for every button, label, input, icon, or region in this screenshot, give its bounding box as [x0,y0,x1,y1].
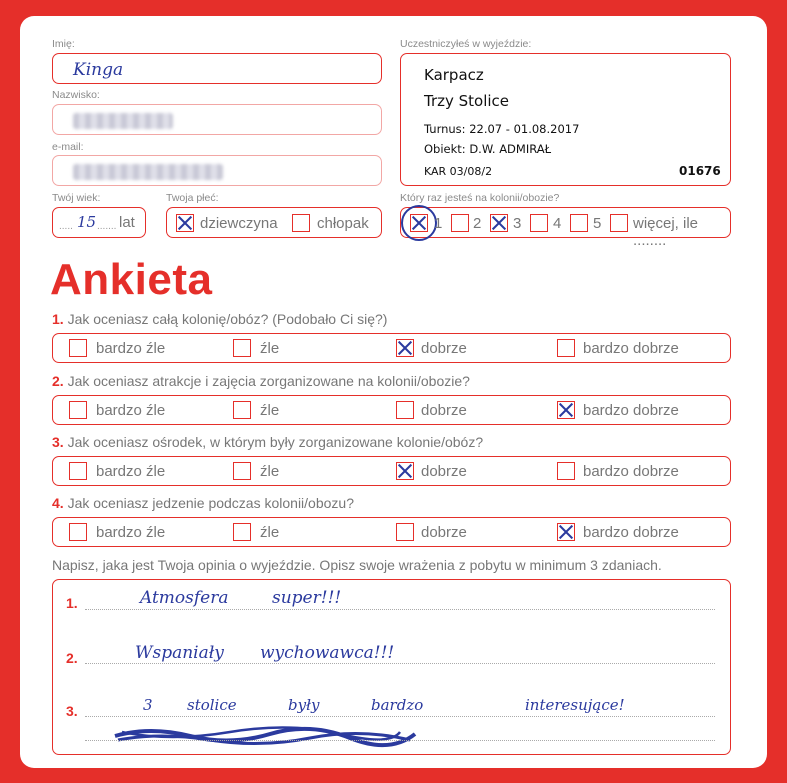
checkbox-boy[interactable] [292,214,310,232]
camp-turnus: Turnus: 22.07 - 01.08.2017 [424,122,580,136]
opinion-line-number-3: 3. [66,703,78,719]
answers-3: bardzo źle źle dobrze bardzo dobrze [52,456,731,486]
checkbox-times-3[interactable] [490,214,508,232]
opinion-line-1-part-2: super!!! [272,588,342,608]
question-1: 1. Jak oceniasz całą kolonię/obóz? (Podobało Ci się?) [52,311,388,327]
label-email: e-mail: [52,141,84,153]
times-option-4: 4 [553,215,562,232]
label-gender: Twoja płeć: [166,192,219,204]
surname-field[interactable] [52,104,382,135]
opinion-line-3-part-5: interesujące! [525,696,625,714]
opinion-line-3-part-1: 3 [143,696,153,714]
survey-title: Ankieta [50,255,213,304]
camp-number: 01676 [679,164,721,178]
q1-checkbox-bad[interactable] [233,339,251,357]
q1-checkbox-very-good[interactable] [557,339,575,357]
surname-redacted [73,113,173,129]
camp-info-box [400,53,731,186]
opinion-line-3-part-2: stolice [187,696,237,714]
times-option-more: więcej, ile ........ [633,215,699,249]
q3-checkbox-good[interactable] [396,462,414,480]
label-name: Imię: [52,38,75,50]
age-unit: lat [119,214,135,231]
circle-mark [401,205,437,241]
age-value: 15 [77,213,97,231]
name-field[interactable] [52,53,382,84]
camp-line-1: Karpacz [424,66,484,84]
question-3: 3. Jak oceniasz ośrodek, w którym były zorganizowane kolonie/obóz? [52,434,484,450]
email-redacted [73,164,223,180]
q3-checkbox-very-bad[interactable] [69,462,87,480]
q1-checkbox-good[interactable] [396,339,414,357]
label-camp: Uczestniczyłeś w wyjeździe: [400,38,532,50]
label-surname: Nazwisko: [52,89,100,101]
opinion-line-number-2: 2. [66,650,78,666]
opinion-line-3-part-4: bardzo [371,696,424,714]
question-4: 4. Jak oceniasz jedzenie podczas kolonii/obozu? [52,495,354,511]
opinion-line-2-part-1: Wspaniały [135,643,224,663]
label-age: Twój wiek: [52,192,101,204]
q4-checkbox-very-good[interactable] [557,523,575,541]
q3-checkbox-bad[interactable] [233,462,251,480]
q2-checkbox-very-good[interactable] [557,401,575,419]
question-2: 2. Jak oceniasz atrakcje i zajęcia zorganizowane na kolonii/obozie? [52,373,470,389]
opinion-prompt: Napisz, jaka jest Twoja opinia o wyjeździe. Opisz swoje wrażenia z pobytu w minimum 3 zdaniach. [52,557,662,573]
q4-checkbox-good[interactable] [396,523,414,541]
checkbox-times-5[interactable] [570,214,588,232]
opinion-line-2-part-2: wychowawca!!! [260,643,395,663]
answers-4: bardzo źle źle dobrze bardzo dobrze [52,517,731,547]
answers-2: bardzo źle źle dobrze bardzo dobrze [52,395,731,425]
label-times: Który raz jesteś na kolonii/obozie? [400,192,560,204]
times-field [400,207,731,249]
gender-field [166,207,382,238]
opinion-line-1-part-1: Atmosfera [140,588,229,608]
scribble-strikethrough [110,722,420,750]
age-field[interactable]: ..... 15 ....... lat [52,207,146,238]
times-option-3: 3 [513,215,522,232]
camp-code: KAR 03/08/2 [424,165,493,178]
q2-checkbox-good[interactable] [396,401,414,419]
checkbox-times-2[interactable] [451,214,469,232]
opinion-line-3-part-3: były [288,696,320,714]
q3-checkbox-very-good[interactable] [557,462,575,480]
q2-checkbox-bad[interactable] [233,401,251,419]
email-field[interactable] [52,155,382,186]
q4-checkbox-very-bad[interactable] [69,523,87,541]
camp-line-2: Trzy Stolice [424,92,510,110]
checkbox-times-more[interactable] [610,214,628,232]
camp-obiekt: Obiekt: D.W. ADMIRAŁ [424,142,552,156]
q2-checkbox-very-bad[interactable] [69,401,87,419]
answers-1: bardzo źle źle dobrze bardzo dobrze [52,333,731,363]
times-option-5: 5 [593,215,602,232]
option-boy: chłopak [317,215,369,232]
checkbox-girl[interactable] [176,214,194,232]
q1-checkbox-very-bad[interactable] [69,339,87,357]
opinion-line-number-1: 1. [66,595,78,611]
name-value: Kinga [73,60,124,80]
times-option-1: 1 [434,215,443,232]
option-girl: dziewczyna [200,215,278,232]
checkbox-times-4[interactable] [530,214,548,232]
times-option-2: 2 [473,215,482,232]
q4-checkbox-bad[interactable] [233,523,251,541]
